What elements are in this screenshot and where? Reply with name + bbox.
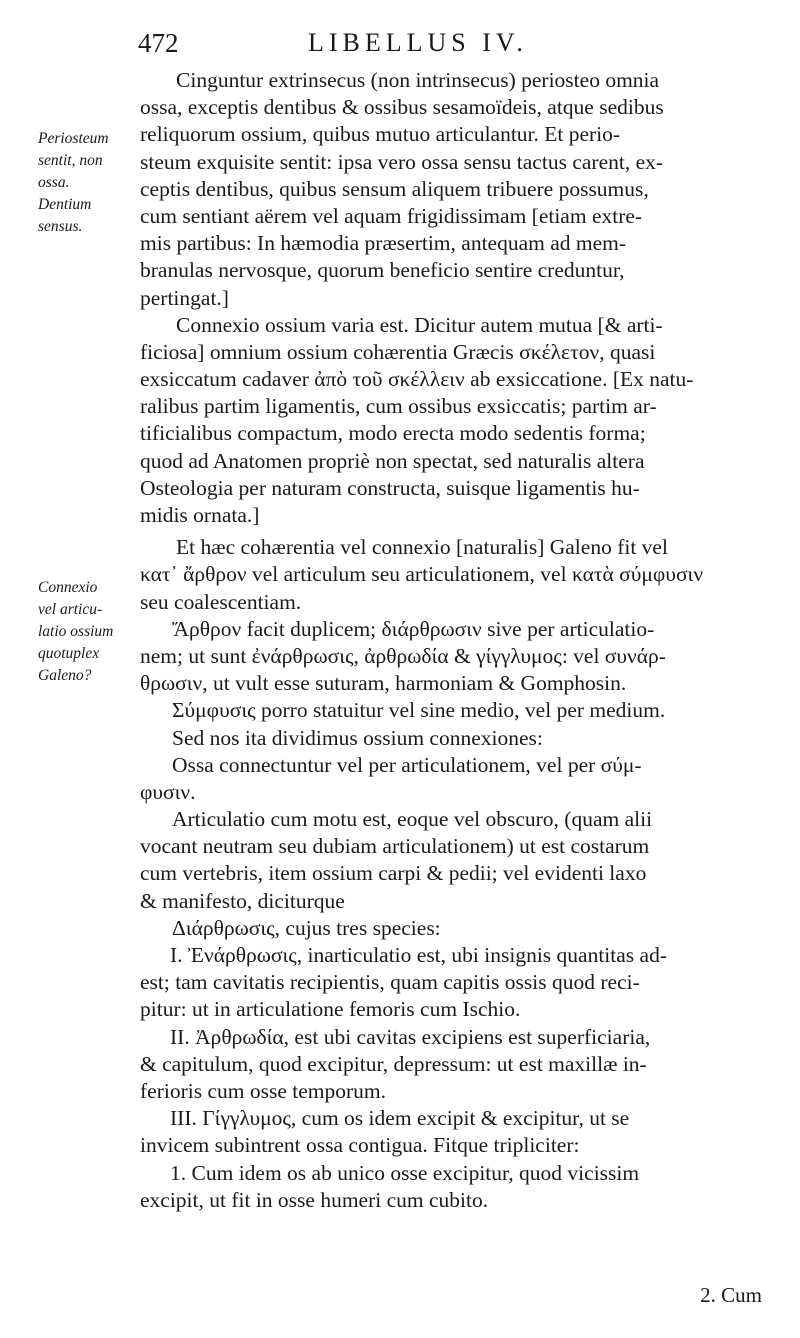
margin-note-connexio [38,577,146,687]
text-line: II. Ἀρθρωδία, est ubi cavitas excipiens est superficiaria, [170,1024,651,1049]
text-line: ossa, exceptis dentibus & ossibus sesamoïdeis, atque sedibus [140,95,664,120]
catchword: 2. Cum [700,1283,762,1307]
margin-note-line: Periosteum [38,130,109,147]
margin-note-line: Galeno? [38,667,92,684]
text-line: & manifesto, diciturque [140,888,345,913]
main-text [140,67,772,1214]
margin-note-line: sentit, non [38,152,103,169]
text-line: pitur: ut in articulatione femoris cum Ischio. [140,997,521,1022]
text-line: reliquorum ossium, quibus mutuo articulantur. Et perio- [140,122,621,147]
text-line: pertingat.] [140,285,229,310]
text-line: φυσιν. [140,779,196,804]
text-line: exsiccatum cadaver ἀπὸ τοῦ σκέλλειν ab exsiccatione. [Ex natu- [140,367,694,392]
text-line: 1. Cum idem os ab unico osse excipitur, quod vicissim [170,1160,640,1185]
margin-note-line: ossa. [38,174,70,191]
text-line: steum exquisite sentit: ipsa vero ossa sensu tactus carent, ex- [140,149,664,174]
text-line: vocant neutram seu dubiam articulationem) ut est costarum [140,834,650,859]
text-line: ceptis dentibus, quibus sensum aliquem tribuere possumus, [140,176,649,201]
text-line: ralibus partim ligamentis, cum ossibus exsiccatis; partim ar- [140,394,657,419]
text-line: quod ad Anatomen propriè non spectat, sed naturalis altera [140,448,645,473]
text-line: Sed nos ita dividimus ossium connexiones: [172,725,543,750]
text-line: Διάρθρωσις, cujus tres species: [172,915,441,940]
margin-note-line: vel articu- [38,601,103,618]
margin-note-line: latio ossium [38,623,114,640]
running-head: LIBELLUS IV. [308,28,528,57]
text-line: Cinguntur extrinsecus (non intrinsecus) periosteo omnia [176,68,660,92]
text-line: III. Γίγγλυμος, cum os idem excipit & excipitur, ut se [170,1106,630,1131]
margin-note-line: Connexio [38,579,98,596]
text-line: mis partibus: In hæmodia præsertim, antequam ad mem- [140,231,627,256]
page-header [0,28,800,62]
margin-note-line: quotuplex [38,645,100,662]
text-line: invicem subintrent ossa contigua. Fitque tripliciter: [140,1133,580,1158]
margin-note-line: Dentium [38,196,92,213]
text-line: cum vertebris, item ossium carpi & pedii; vel evidenti laxo [140,861,647,886]
text-line: Ossa connectuntur vel per articulationem, vel per σύμ- [172,752,642,777]
text-line: θρωσιν, ut vult esse suturam, harmoniam & Gomphosin. [140,671,627,696]
text-line: Osteologia per naturam constructa, suisque ligamentis hu- [140,475,640,500]
text-line: κατ᾽ ἄρθρον vel articulum seu articulationem, vel κατὰ σύμφυσιν [140,562,704,587]
text-line: ficiosa] omnium ossium cohærentia Græcis σκέλετον, quasi [140,339,656,364]
text-line: Articulatio cum motu est, eoque vel obscuro, (quam alii [172,807,653,832]
text-line: Σύμφυσις porro statuitur vel sine medio, vel per medium. [172,698,666,723]
text-line: Ἄρθρον facit duplicem; διάρθρωσιν sive per articulatio- [172,616,655,641]
text-line: I. Ἐνάρθρωσις, inarticulatio est, ubi insignis quantitas ad- [170,943,667,967]
margin-note-periosteum [38,128,146,238]
text-line: ferioris cum osse temporum. [140,1078,387,1103]
text-line: Et hæc cohærentia vel connexio [naturalis] Galeno fit vel [176,535,668,560]
text-line: nem; ut sunt ἐνάρθρωσις, ἀρθρωδία & γίγγλυμος: vel συνάρ- [140,643,666,668]
margin-note-line: sensus. [38,218,83,235]
text-line: cum sentiant aërem vel aquam frigidissimam [etiam extre- [140,203,643,228]
text-line: tificialibus compactum, modo erecta modo sedentis forma; [140,421,646,446]
text-line: midis ornata.] [140,503,260,527]
text-line: seu coalescentiam. [140,589,302,614]
page-number: 472 [138,28,179,58]
text-line: branulas nervosque, quorum beneficio sentire creduntur, [140,258,625,283]
text-line: est; tam cavitatis recipientis, quam capitis ossis quod reci- [140,970,640,995]
text-line: Connexio ossium varia est. Dicitur autem mutua [& arti- [176,312,663,337]
text-line: & capitulum, quod excipitur, depressum: ut est maxillæ in- [140,1051,647,1076]
text-line: excipit, ut fit in osse humeri cum cubito. [140,1187,489,1212]
